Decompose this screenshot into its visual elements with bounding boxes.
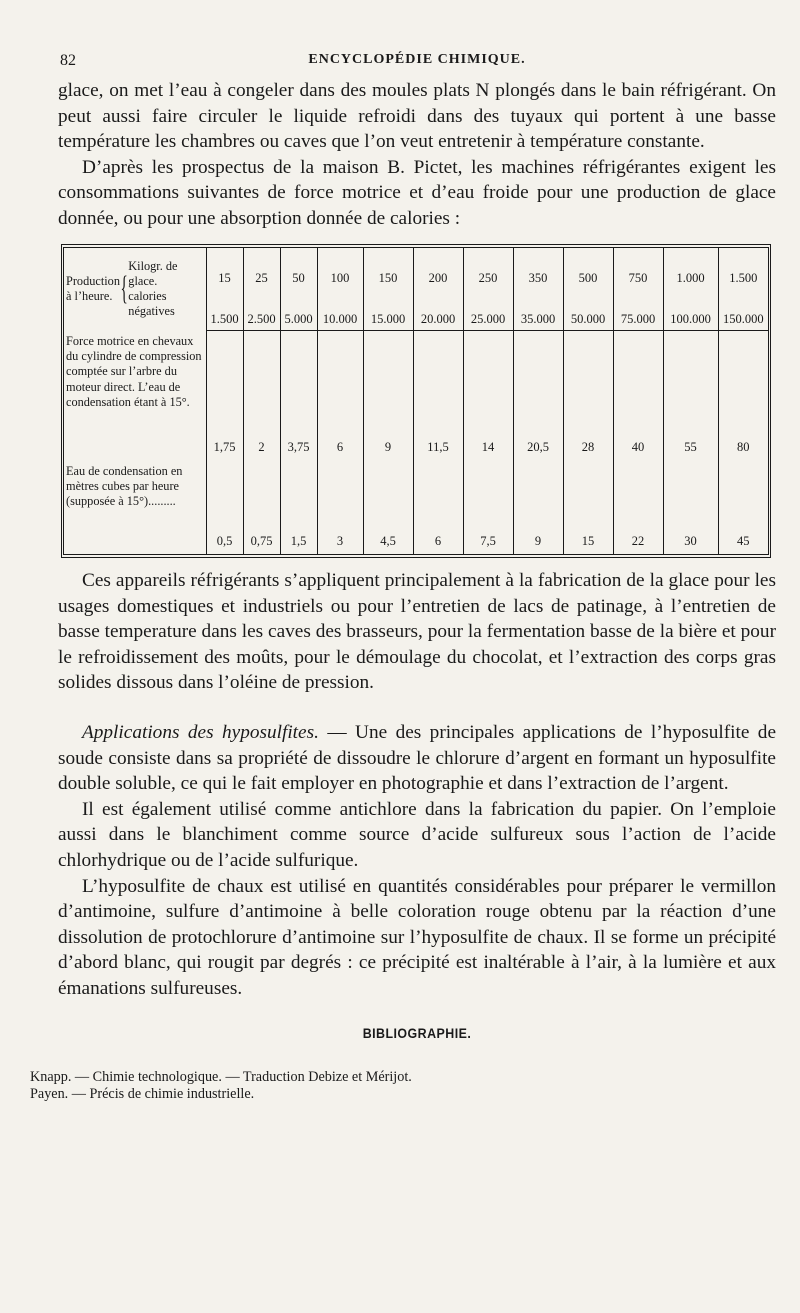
force-cell: 1,75 [206,330,243,460]
paragraph-1: glace, on met l’eau à congeler dans des moules plats N plongés dans le bain réfrigérant. On peut aussi faire circuler le liquide refroidi dans des tuyaux qui portent à une basse température les chambres ou caves que l’on veut entretenir à température constante. [58,80,776,153]
calories-cell: 10.000 [317,308,363,331]
running-title: ENCYCLOPÉDIE CHIMIQUE. [308,52,526,67]
calories-cell: 35.000 [513,308,563,331]
eau-cell: 0,5 [206,460,243,554]
calories-cell: 150.000 [718,308,768,331]
unit-kilogr: Kilogr. de glace. [128,258,178,288]
kilogr-cell: 200 [413,248,463,308]
force-label: Force motrice en chevaux du cylindre de compression comptée sur l’arbre du moteur direct. L’eau de condensation étant à 15°. [66,334,202,409]
page-number: 82 [60,52,76,69]
row-eau [64,460,768,554]
page [30,48,777,1103]
calories-cell: 50.000 [563,308,613,331]
kilogr-cell: 1.000 [663,248,718,308]
paragraph-2: D’après les prospectus de la maison B. Pictet, les machines réfrigérantes exigent les consommations suivantes de force motrice et d’eau froide pour une production de glace donnée, ou pour une absorption donnée de calories : [58,156,776,229]
calories-cell: 1.500 [206,308,243,331]
kilogr-cell: 350 [513,248,563,308]
brace-glyph: { [120,269,128,307]
eau-cell: 22 [613,460,663,554]
production-label: Production à l’heure. [66,273,120,303]
kilogr-cell: 50 [280,248,317,308]
kilogr-cell: 250 [463,248,513,308]
bibliography-title: BIBLIOGRAPHIE. [362,1025,472,1041]
page-header [58,48,776,78]
force-cell: 9 [363,330,413,460]
force-cell: 80 [718,330,768,460]
eau-cell: 9 [513,460,563,554]
eau-cell: 30 [663,460,718,554]
force-cell: 3,75 [280,330,317,460]
force-cell: 2 [243,330,280,460]
paragraph-6: L’hyposulfite de chaux est utilisé en quantités considérables pour préparer le vermillon d’antimoine, sulfure d’antimoine à belle coloration rouge obtenu par la réaction d’une dissolution de protochlorure d’antimoine sur l’hyposulfite de chaux. Il se forme un précipité d’abord blanc, qui rougit par degrés : ce précipité est inaltérable à l’air, à la lumière et aux émanations sulfureuses. [58,875,776,999]
eau-cell: 6 [413,460,463,554]
paragraph-5: Il est également utilisé comme antichlore dans la fabrication du papier. On l’emploie aussi dans le blanchiment comme source d’acide sulfureux sous l’action de l’acide chlorhydrique ou de l’acide sulfurique. [58,798,776,871]
kilogr-cell: 750 [613,248,663,308]
kilogr-cell: 100 [317,248,363,308]
force-cell: 6 [317,330,363,460]
calories-cell: 15.000 [363,308,413,331]
calories-cell: 100.000 [663,308,718,331]
kilogr-cell: 1.500 [718,248,768,308]
eau-cell: 15 [563,460,613,554]
force-cell: 28 [563,330,613,460]
eau-cell: 4,5 [363,460,413,554]
force-cell: 11,5 [413,330,463,460]
eau-cell: 7,5 [463,460,513,554]
section-heading: Applications des hyposulfites. [82,722,319,744]
kilogr-cell: 150 [363,248,413,308]
row-force [64,330,768,460]
kilogr-cell: 500 [563,248,613,308]
force-cell: 40 [613,330,663,460]
kilogr-cell: 15 [206,248,243,308]
calories-cell: 20.000 [413,308,463,331]
paragraph-4 [58,720,776,797]
force-cell: 14 [463,330,513,460]
force-cell: 55 [663,330,718,460]
eau-cell: 45 [718,460,768,554]
kilogr-cell: 25 [243,248,280,308]
eau-label: Eau de condensation en mètres cubes par heure (supposée à 15°)......... [66,464,183,509]
bibliography-ref: Knapp. — Chimie technologique. — Traduction Debize et Mérijot. [30,1068,412,1085]
production-label-cell [64,248,206,331]
eau-cell: 0,75 [243,460,280,554]
refrigeration-table [61,244,771,559]
paragraph-3: Ces appareils réfrigérants s’appliquent principalement à la fabrication de la glace pour les usages domestiques et industriels ou pour l’entretien de lacs de patinage, à l’entretien de basse temperature dans les caves des brasseurs, pour la fermentation basse de la bière et pour le refroidissement des moûts, pour le démoulage du chocolat, et l’extraction des corps gras solides dissous dans l’oléine de pression. [58,570,776,694]
calories-cell: 2.500 [243,308,280,331]
paragraph-4-text: — Une des principales applications de l’hyposulfite de soude consiste dans sa propriété de dissoudre le chlorure d’argent en formant un hyposulfite double soluble, ce qui le fait employer en photographie et dans l’extraction de l’argent. [58,722,777,795]
calories-cell: 25.000 [463,308,513,331]
calories-cell: 5.000 [280,308,317,331]
row-kilogr [64,248,768,308]
eau-cell: 3 [317,460,363,554]
eau-cell: 1,5 [280,460,317,554]
bibliography-ref: Payen. — Précis de chimie industrielle. [30,1085,255,1102]
unit-calories: calories négatives [128,288,175,318]
force-cell: 20,5 [513,330,563,460]
calories-cell: 75.000 [613,308,663,331]
